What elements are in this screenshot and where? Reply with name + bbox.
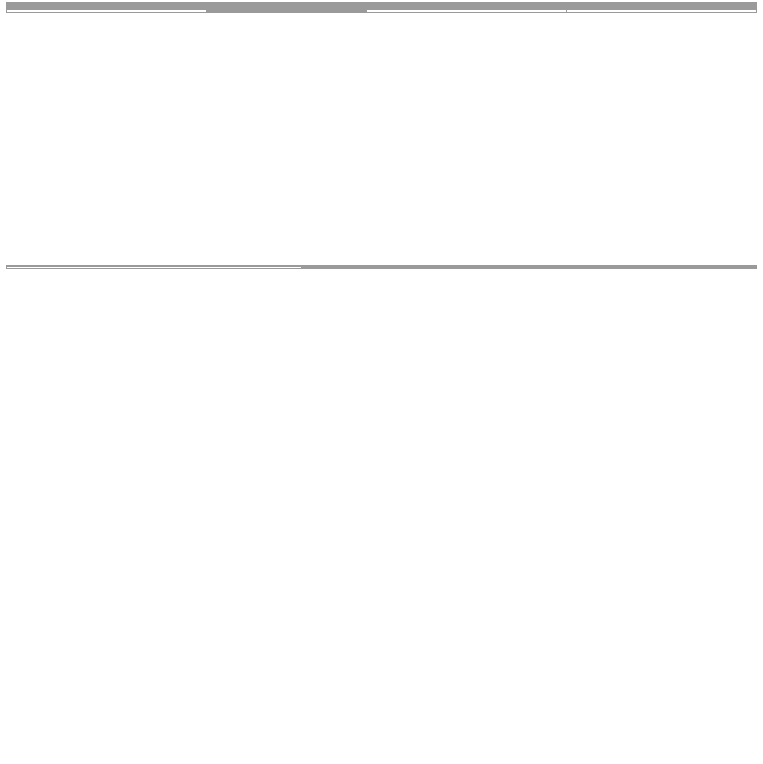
col-temp [377,268,557,269]
page-1 [6,2,757,13]
compartment-table [6,265,757,269]
dim-value [287,12,367,13]
page-2 [6,265,757,269]
volume-value [567,10,757,13]
col-type [7,267,302,269]
dim-key [207,12,287,13]
dims-table [6,9,757,13]
col-freeze [557,268,657,269]
col-volume [302,268,377,269]
volume-label [367,10,567,13]
dims-label [7,10,207,13]
col-defrost [657,268,757,269]
